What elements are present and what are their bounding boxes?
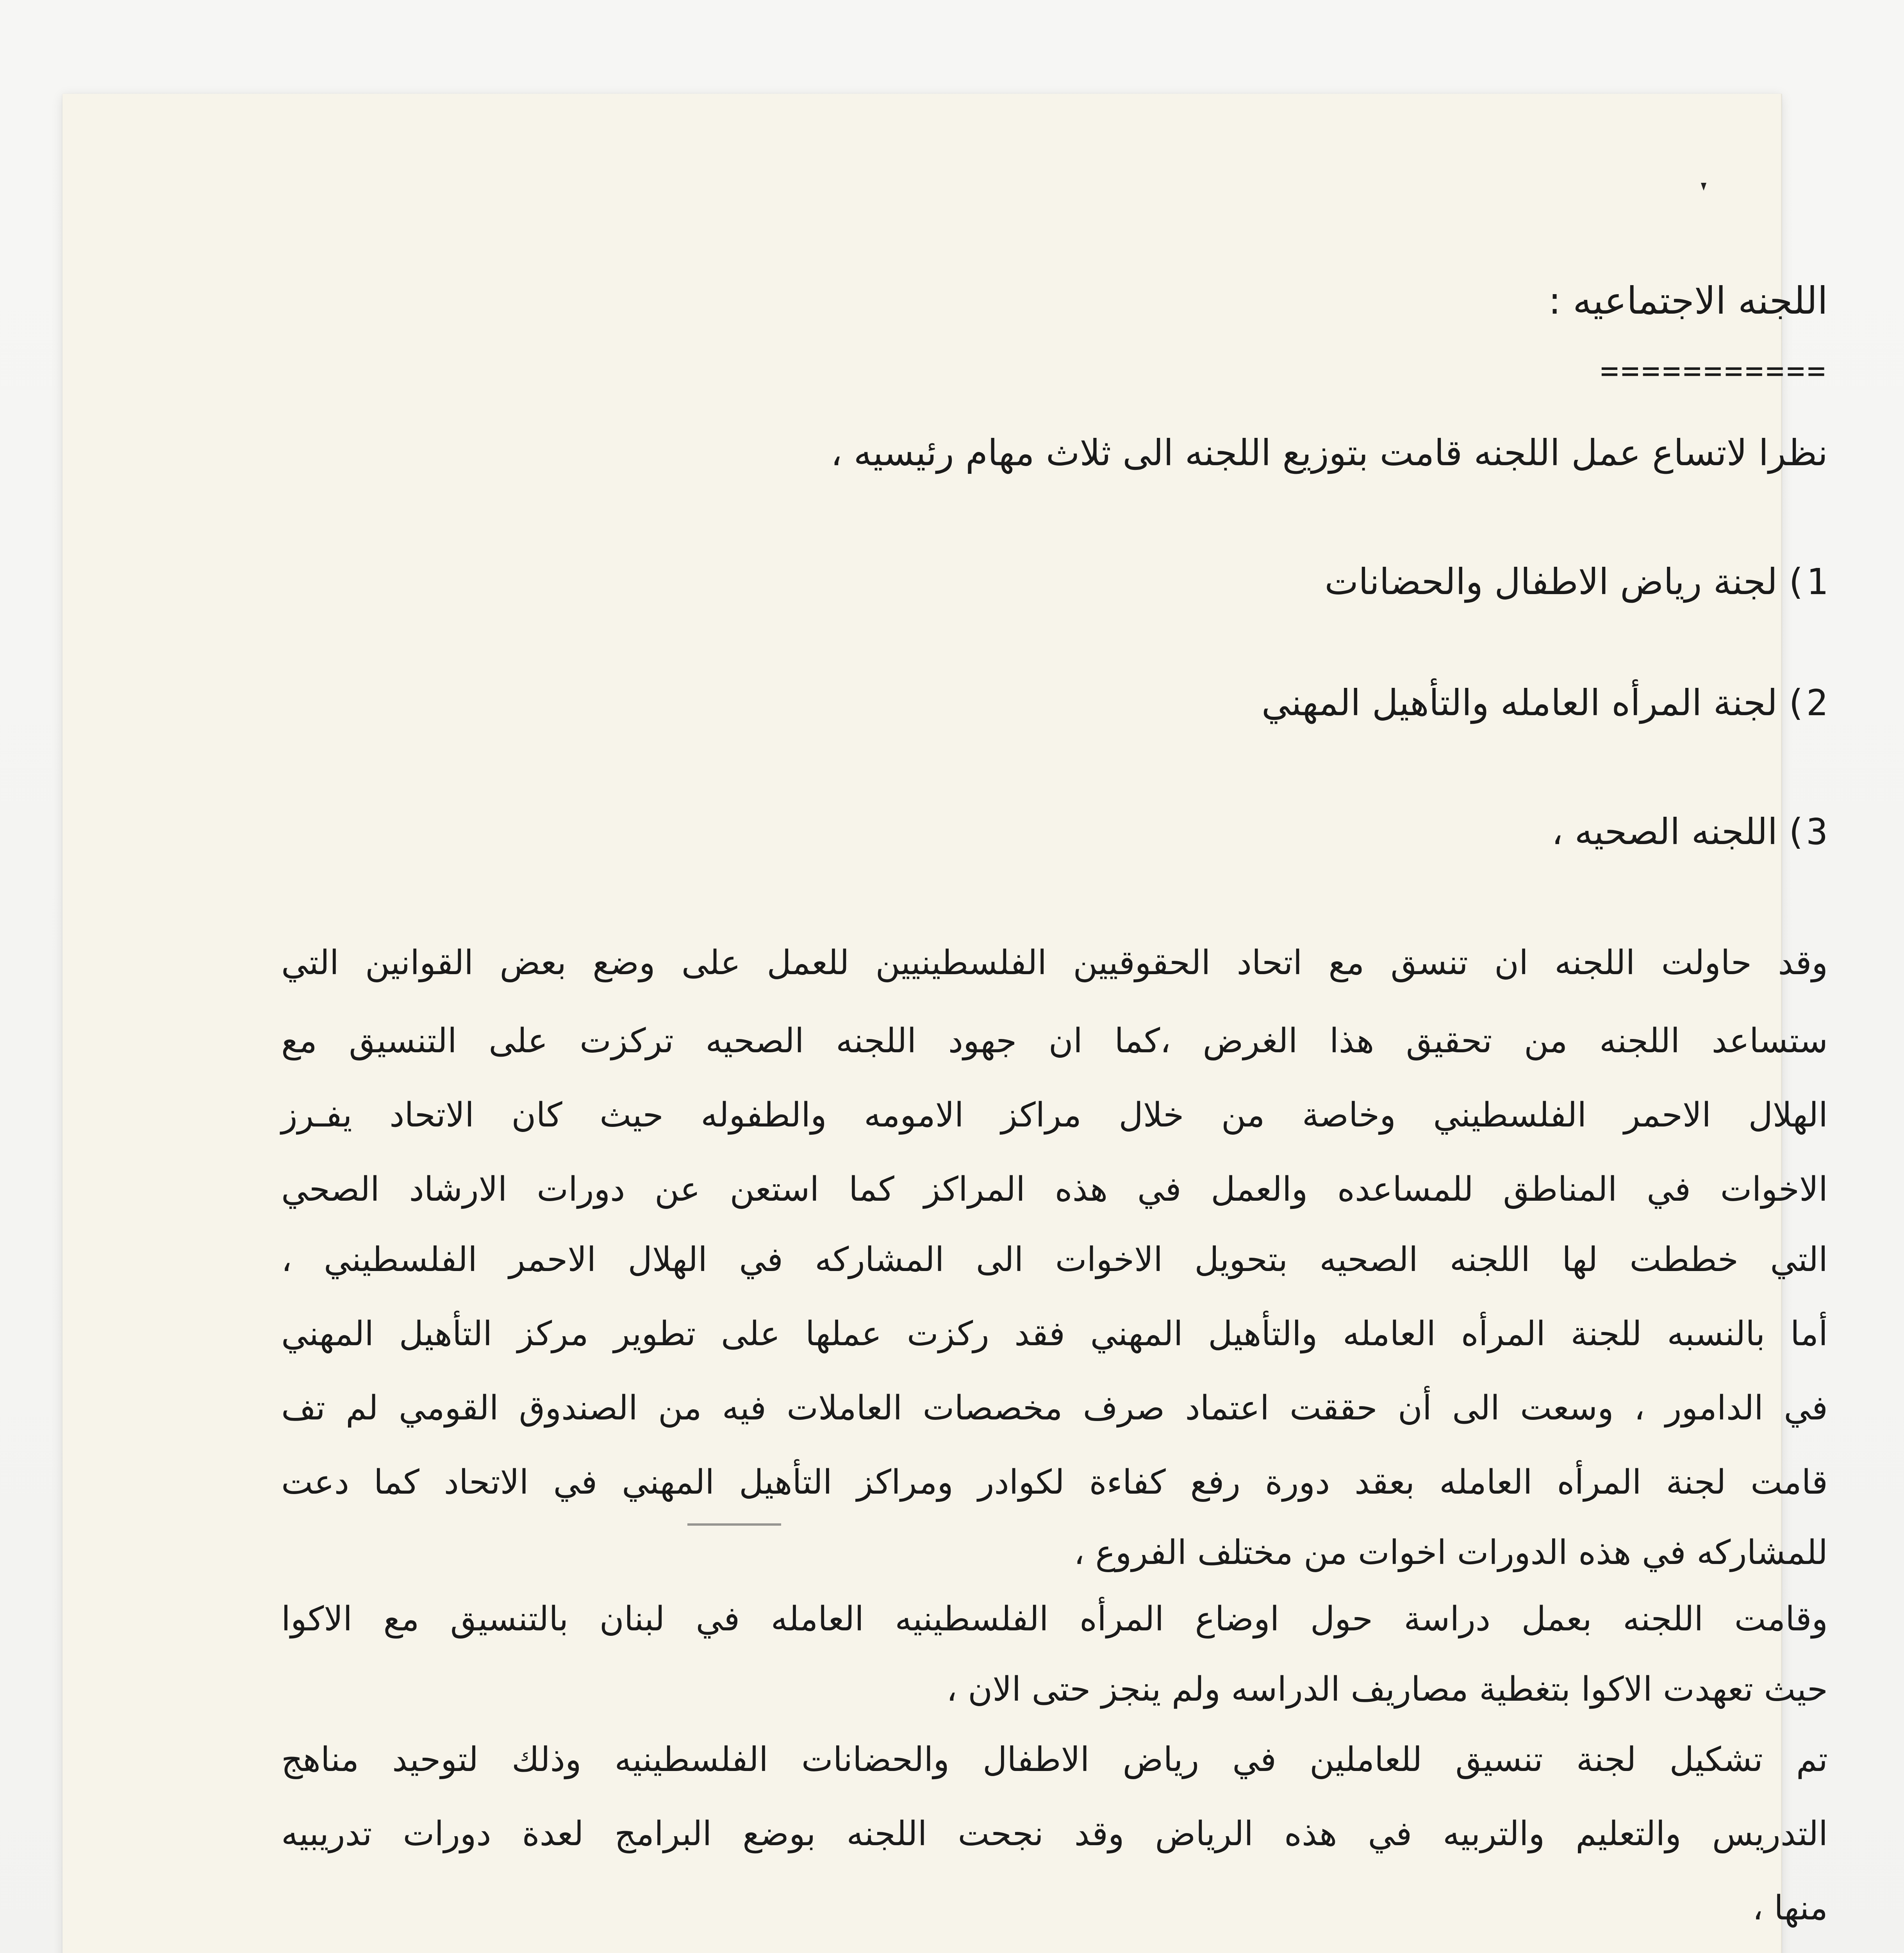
task-text: لجنة المرأه العامله والتأهيل المهني bbox=[1261, 682, 1778, 724]
task-number: 1) bbox=[1784, 561, 1828, 603]
body-line: حيث تعهدت الاكوا بتغطية مصاريف الدراسه ولم ينجز حتى الان ، bbox=[946, 1670, 1828, 1709]
task-item bbox=[1262, 680, 1828, 727]
body-line: التي خططت لها اللجنه الصحيه بتحويل الاخوات الى المشاركه في الهلال الاحمر الفلسطيني ، bbox=[281, 1240, 1828, 1279]
task-number: 2) bbox=[1784, 682, 1828, 724]
intro-line: نظرا لاتساع عمل اللجنه قامت بتوزيع اللجنه الى ثلاث مهام رئيسيه ، bbox=[830, 432, 1828, 474]
body-line: في الدامور ، وسعت الى أن حققت اعتماد صرف مخصصات العاملات فيه من الصندوق القومي لم تف bbox=[281, 1389, 1828, 1428]
heading-underline: =========== bbox=[1600, 353, 1828, 389]
body-line: ستساعد اللجنه من تحقيق هذا الغرض ،كما ان جهود اللجنه الصحيه تركزت على التنسيق مع bbox=[281, 1021, 1828, 1060]
document-page bbox=[62, 94, 1828, 1953]
body-line: منها ، bbox=[1752, 1889, 1828, 1928]
section-heading: اللجنه الاجتماعيه : bbox=[1548, 279, 1828, 323]
task-item bbox=[1325, 559, 1828, 605]
task-item bbox=[1552, 809, 1828, 855]
paper-mark bbox=[1701, 183, 1706, 191]
body-line: للمشاركه في هذه الدورات اخوات من مختلف الفروع ، bbox=[1074, 1533, 1828, 1572]
task-number: 3) bbox=[1784, 811, 1828, 853]
task-text: اللجنه الصحيه ، bbox=[1551, 811, 1778, 853]
body-line: الهلال الاحمر الفلسطيني وخاصة من خلال مراكز الامومه والطفوله حيث كان الاتحاد يفـرز bbox=[281, 1096, 1828, 1135]
body-line: التدريس والتعليم والتربيه في هذه الرياض وقد نجحت اللجنه بوضع البرامج لعدة دورات تدريبيه bbox=[281, 1814, 1828, 1853]
body-line: قامت لجنة المرأه العامله بعقد دورة رفع كفاءة لكوادر ومراكز التأهيل المهني في الاتحاد كما دعت bbox=[281, 1463, 1828, 1502]
body-line: أما بالنسبه للجنة المرأه العامله والتأهيل المهني فقد ركزت عملها على تطوير مركز التأهيل المهني bbox=[281, 1314, 1828, 1353]
task-text: لجنة رياض الاطفال والحضانات bbox=[1324, 561, 1778, 603]
body-line: تم تشكيل لجنة تنسيق للعاملين في رياض الاطفال والحضانات الفلسطينيه وذلك لتوحيد مناهج bbox=[281, 1740, 1828, 1779]
body-line: الاخوات في المناطق للمساعده والعمل في هذه المراكز كما استعن عن دورات الارشاد الصحي bbox=[281, 1170, 1828, 1209]
stray-mark bbox=[687, 1523, 781, 1526]
body-line: وقامت اللجنه بعمل دراسة حول اوضاع المرأه الفلسطينيه العامله في لبنان بالتنسيق مع الاكوا bbox=[281, 1600, 1828, 1639]
body-line: وقد حاولت اللجنه ان تنسق مع اتحاد الحقوقيين الفلسطينيين للعمل على وضع بعض القوانين التي bbox=[281, 943, 1828, 982]
